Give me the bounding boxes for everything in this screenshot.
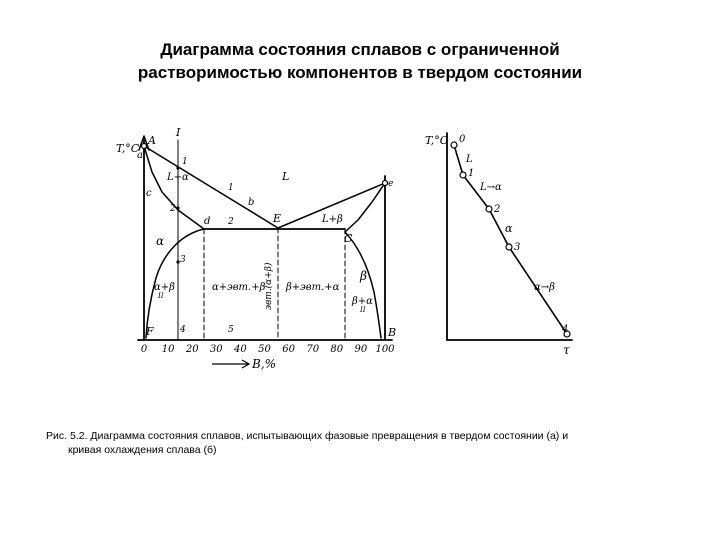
region-alpha-beta2: α+β — [154, 282, 175, 293]
point-B-top-marker — [383, 181, 388, 186]
region-eutectic-vertical: эвт.(α+β) — [264, 262, 274, 310]
cooling-point-3 — [506, 244, 512, 250]
x-tick-30: 30 — [209, 344, 223, 355]
num-5: 5 — [228, 325, 234, 335]
point-C-label: C — [344, 232, 353, 245]
x-tick-20: 20 — [185, 344, 199, 355]
cooling-y-axis-label: T,°C — [425, 134, 449, 147]
x-tick-80: 80 — [330, 344, 344, 355]
region-liquid-alpha: L+α — [167, 172, 189, 183]
caption-line-2: кривая охлаждения сплава (б) — [68, 444, 217, 456]
x-tick-0: 0 — [140, 344, 148, 355]
cooling-label-2: 2 — [494, 204, 501, 215]
cooling-point-2 — [486, 206, 492, 212]
x-tick-10: 10 — [161, 344, 175, 355]
cooling-segment-alpha: α — [505, 222, 513, 235]
cooling-segment-L: L — [466, 154, 473, 165]
point-d-label: d — [204, 216, 211, 227]
region-alpha: α — [156, 234, 165, 248]
x-tick-40: 40 — [234, 344, 247, 355]
x-tick-70: 70 — [306, 344, 320, 355]
cooling-segment-alpha-beta: α→β — [534, 282, 555, 293]
solvus-beta — [345, 232, 381, 338]
region-alpha-sub: II — [158, 292, 164, 300]
region-beta-eutectic: β+эвт.+α — [286, 282, 340, 293]
x-tick-50: 50 — [258, 344, 271, 355]
alloy-I-point-1 — [176, 166, 179, 169]
page-title-line-2: растворимостью компонентов в твердом состоянии — [137, 63, 583, 82]
cooling-label-4: 4 — [562, 324, 569, 335]
point-E-label: E — [273, 212, 282, 225]
num-3: 3 — [180, 255, 186, 265]
x-tick-labels — [141, 344, 395, 355]
vertical-line-label: I — [176, 126, 181, 139]
caption-line-1: Рис. 5.2. Диаграмма состояния сплавов, испытывающих фазовые превращения в твердом состоянии (а) и — [46, 430, 569, 442]
point-A-marker — [142, 144, 147, 149]
y-axis-label: T,°C — [116, 142, 140, 155]
cooling-x-axis-label: τ — [563, 343, 570, 357]
x-tick-90: 90 — [354, 344, 368, 355]
region-beta: β — [360, 269, 367, 283]
point-e-label: e — [388, 179, 394, 189]
cooling-point-1 — [460, 172, 466, 178]
point-a-left-label: a — [137, 150, 143, 161]
region-liquid: L — [282, 170, 290, 183]
num-1-upper: 1 — [182, 157, 188, 167]
x-axis-label: B,% — [252, 357, 277, 371]
cooling-label-0: 0 — [459, 134, 466, 145]
region-liquid-beta: L+β — [322, 214, 343, 225]
cooling-label-3: 3 — [514, 242, 521, 253]
solidus-left — [144, 146, 204, 229]
point-B-label: B — [388, 326, 397, 339]
point-b-label: b — [248, 197, 255, 208]
num-2-left: 2 — [170, 204, 176, 214]
region-alpha-eutectic: α+эвт.+β — [212, 282, 266, 293]
page-title-line-1: Диаграмма состояния сплавов с ограниченной — [160, 40, 560, 59]
x-axis-arrow — [212, 360, 249, 368]
num-2-eutectic: 2 — [228, 217, 234, 227]
x-tick-60: 60 — [282, 344, 295, 355]
liquidus-left — [144, 146, 278, 228]
solidus-right — [345, 183, 385, 232]
cooling-segment-L-alpha: L→α — [480, 182, 502, 193]
alloy-I-point-2 — [176, 206, 179, 209]
num-4: 4 — [180, 325, 186, 335]
cooling-label-1: 1 — [468, 168, 475, 179]
figure-caption — [46, 429, 686, 457]
x-tick-100: 100 — [375, 344, 395, 355]
point-F-label: F — [146, 325, 154, 338]
num-1-liquidus: 1 — [228, 183, 234, 193]
cooling-point-0 — [451, 142, 457, 148]
region-beta-sub: II — [360, 306, 366, 314]
point-A-label: A — [148, 134, 156, 147]
region-beta-alpha2: β+α — [352, 296, 373, 307]
point-c-label: c — [146, 188, 152, 199]
